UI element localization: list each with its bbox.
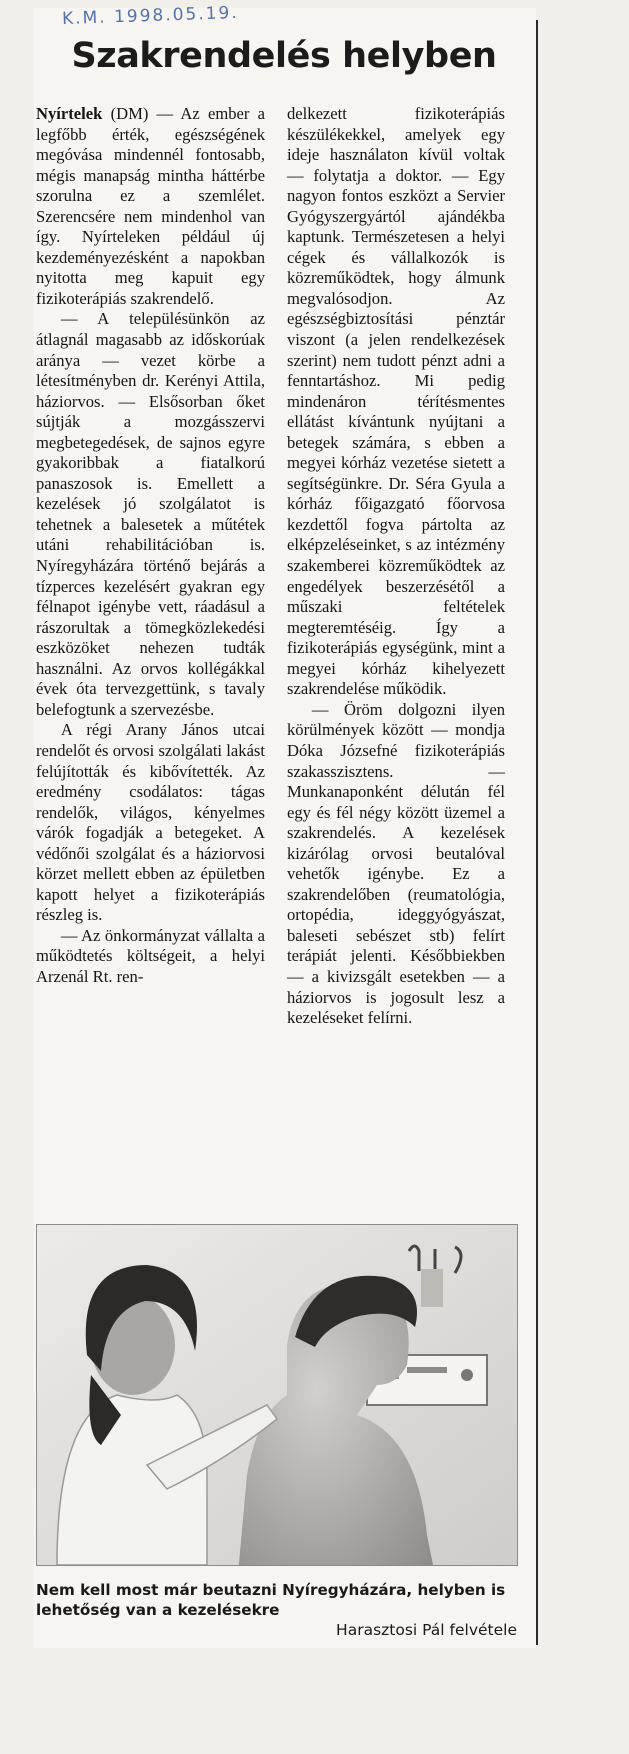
photo-credit: Harasztosi Pál felvétele bbox=[336, 1621, 517, 1639]
article-paragraph: delkezett fizikoterápiás készülékekkel, amelyek egy ideje használaton kívül voltak — folytatja a doktor. — Egy nagyon fontos eszközt a Servier Gyógyszergyártól ajándékba kaptunk. Természetesen a helyi cégek és vállalkozók is közreműködtek, hogy álmunk megvalósodjon. Az egészségbiztosítási pénztár viszont (a jelen rendelkezések szerint) nem tudott pénzt adni a fenntartáshoz. Mi pedig mindenáron térítésmentes ellátást kívántunk nyújtani a betegek számára, s ebben a megyei kórház vezetése sietett a segítségünkre. Dr. Séra Gyula a kórház főigazgató főorvosa kezdettől fogva pártolta az elképzeléseinket, s az intézmény szakemberei közreműködtek az engedélyek beszerzésétől a műszaki feltételek megteremtéséig. Így a fizikoterápiás egységünk, mint a megyei kórház kihelyezett szakrendelése működik. bbox=[287, 104, 505, 699]
photo-illustration bbox=[37, 1225, 517, 1565]
column-rule bbox=[536, 20, 538, 1645]
photo-therapy-session bbox=[36, 1224, 518, 1566]
article-column-right bbox=[287, 104, 505, 1029]
article-paragraph bbox=[36, 104, 265, 309]
handwritten-date: K.M. 1998.05.19. bbox=[61, 2, 240, 30]
dateline: Nyírtelek bbox=[36, 104, 103, 123]
article-paragraph: — Az önkormányzat vállalta a működtetés költségeit, a helyi Arzenál Rt. ren- bbox=[36, 925, 265, 986]
article-paragraph: — A településünkön az átlagnál magasabb az időskorúak aránya — vezet körbe a létesítményben dr. Kerényi Attila, háziorvos. — Elsősorban őket sújtják a mozgásszervi megbetegedések, de sajnos egyre gyakoribbak a fiatalkorú panaszosok is. Emellett a kezelések jó szolgálatot is tehetnek a balesetek a műtétek utáni rehabilitációban is. Nyíregyházára történő bejárás a tízperces kezelésért gyakran egy félnapot igénybe vett, ráadásul a rászorultak a tömegközlekedési eszközöket nehezen tudták használni. Az orvos kollégákkal évek óta tervezgettünk, s tavaly belefogtunk a szervezésbe. bbox=[36, 309, 265, 719]
paragraph-text: Az ember a legfőbb érték, egészségének megóvása mindennél fontosabb, mégis manapság mintha háttérbe szorulna ez a szemlélet. Szerencsére nem mindenhol van így. Nyírteleken például új kezdeményezésként a napokban nyitotta meg kapuit egy fizikoterápiás szakrendelő. bbox=[36, 104, 265, 308]
photo-caption: Nem kell most már beutazni Nyíregyházára, helyben is lehetőség van a kezelésekre bbox=[36, 1581, 506, 1619]
article-headline: Szakrendelés helyben bbox=[71, 36, 497, 76]
article-paragraph: — Öröm dolgozni ilyen körülmények között — mondja Dóka Józsefné fizikoterápiás szakasszisztens. — Munkanaponként délután fél egy és fél négy között üzemel a szakrendelés. A kezelések kizárólag orvosi beutalóval vehetők igénybe. Ez a szakrendelőben (reumatológia, ortopédia, ideggyógyászat, baleseti sebészet stb) felírt terápiát jelenti. Későbbiekben — a kivizsgált esetekben — a háziorvos is jogosult lesz a kezeléseket felírni. bbox=[287, 699, 505, 1028]
source-tag: (DM) — bbox=[110, 104, 174, 123]
article-column-left bbox=[36, 104, 265, 988]
article-paragraph: A régi Arany János utcai rendelőt és orvosi szolgálati lakást felújították és kibővítették. Az eredmény csodálatos: tágas rendelők, világos, kényelmes várók fogadják a betegeket. A védőnői szolgálat és a háziorvosi körzet mellett ebben az épületben kapott helyet a fizikoterápiás részleg is. bbox=[36, 720, 265, 925]
